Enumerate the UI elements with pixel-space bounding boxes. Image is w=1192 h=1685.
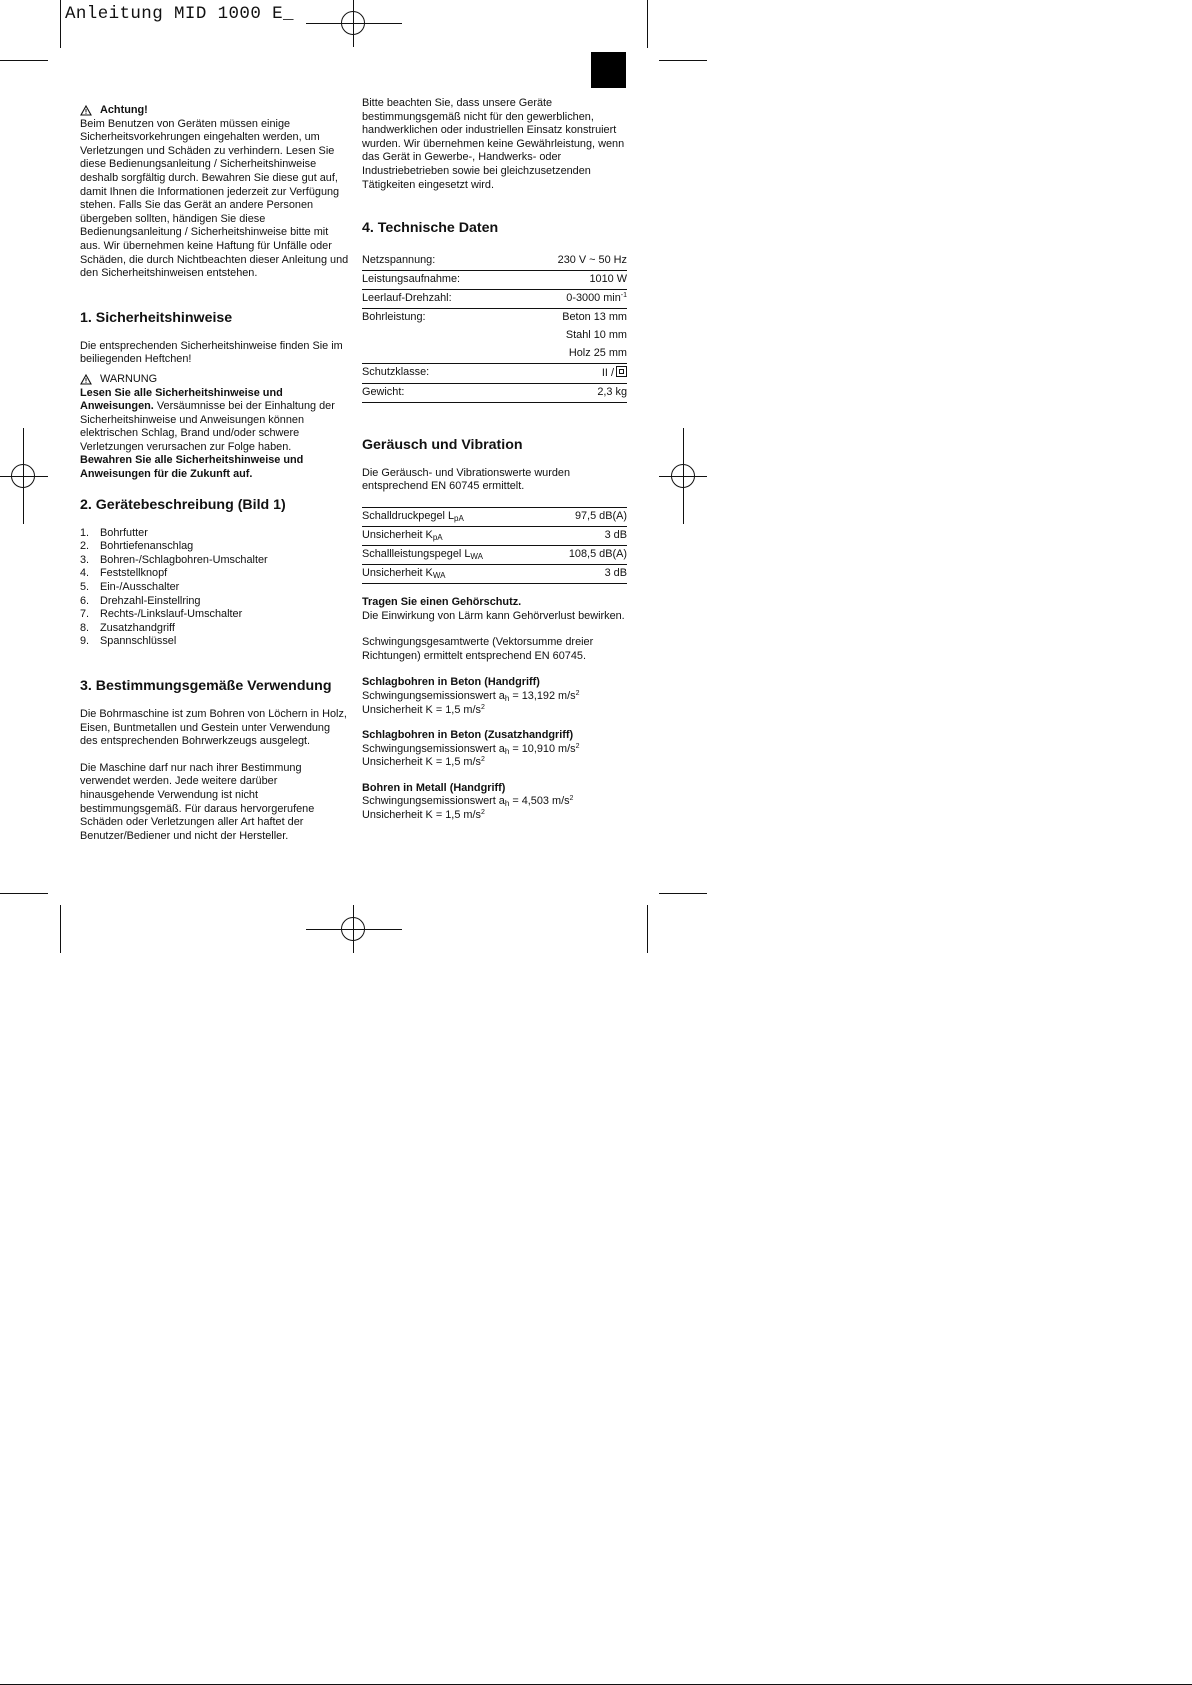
table-row: Stahl 10 mm: [565, 329, 627, 342]
warnung-bold-1: Lesen Sie alle Sicherheitshinweise und Anweisungen.: [80, 386, 283, 413]
achtung-title: Achtung!: [100, 104, 148, 116]
warnung-text-block: [80, 387, 350, 482]
warning-triangle-icon: [80, 374, 92, 385]
vibration-emission-value: Schwingungsemissionswert $a_h = 13,192$ $m/s^2$: [362, 689, 580, 703]
warning-triangle-icon: [80, 105, 92, 116]
hearing-protection-text: Die Einwirkung von Lärm kann Gehörverlust bewirken.: [362, 609, 625, 622]
list-item: 4. Feststellknopf: [80, 567, 168, 580]
page-language-tab: [591, 52, 626, 88]
technical-data-table: [362, 252, 627, 403]
vibration-block: Schlagbohren in Beton (Handgriff) Schwingungsemissionswert $a_h = 13,192$ $m/s^2$ Unsicherheit K = 1,5 $m/s^2$: [362, 676, 627, 717]
section-1-text: Die entsprechenden Sicherheitshinweise finden Sie im beiliegenden Heftchen!: [80, 339, 343, 366]
table-row: Holz 25 mm: [362, 345, 627, 364]
list-item: 3. Bohren-/Schlagbohren-Umschalter: [80, 553, 268, 566]
table-row: Unsicherheit $K_{WA}$ 3 dB: [362, 564, 627, 583]
hearing-protection-block: [362, 596, 627, 623]
warnung-text: Versäumnisse bei der Einhaltung der Sicherheitshinweise und Anweisungen können elektrischen Schlag, Brand und/oder schwere Verletzungen verursachen zur Folge haben.: [80, 400, 335, 453]
section-3-heading: 3. Bestimmungsgemäße Verwendung: [80, 678, 332, 694]
intro-text: Bitte beachten Sie, dass unsere Geräte bestimmungsgemäß nicht für den gewerblichen, handwerklichen oder industriellen Einsatz konstruiert wurden. Wir übernehmen keine Gewährleistung, wenn das Gerät in Gewerbe-, Handwerks- oder Industriebetrieben sowie bei gleichzusetzenden Tätigkeiten eingesetzt wird.: [362, 97, 625, 191]
crop-mark-top-right-vertical: [647, 0, 648, 48]
section-3-paragraph-1: Die Bohrmaschine ist zum Bohren von Löchern in Holz, Eisen, Buntmetallen und Gestein unter Verwendung des entsprechenden Bohrwerkzeugs ausgelegt.: [80, 708, 347, 748]
section-1-heading: 1. Sicherheitshinweise: [80, 309, 233, 326]
list-item: 2. Bohrtiefenanschlag: [80, 540, 194, 553]
vibration-emission-value: Schwingungsemissionswert $a_h = 4,503$ $m/s^2$: [362, 795, 574, 809]
vibration-block: Bohren in Metall (Handgriff) Schwingungsemissionswert $a_h = 4,503$ $m/s^2$ Unsicherheit K = 1,5 $m/s^2$: [362, 782, 627, 823]
crop-mark-top-right-horizontal: [659, 60, 707, 61]
vibration-uncertainty: Unsicherheit K = 1,5 $m/s^2$: [362, 809, 485, 822]
noise-table: [362, 507, 627, 584]
vibration-intro: Schwingungsgesamtwerte (Vektorsumme dreier Richtungen) ermittelt entsprechend EN 60745.: [362, 636, 594, 662]
table-row: Schallleistungspegel $L_{WA}$ 108,5 dB(A): [362, 545, 627, 564]
vibration-emission-value: Schwingungsemissionswert $a_h = 10,910$ $m/s^2$: [362, 742, 580, 756]
crop-mark-top-left-horizontal: [0, 60, 48, 61]
warnung-heading: [80, 373, 350, 387]
left-column: [80, 104, 350, 843]
warnung-title: WARNUNG: [100, 372, 158, 385]
vibration-uncertainty: Unsicherheit K = 1,5 $m/s^2$: [362, 756, 485, 769]
achtung-heading: [80, 104, 350, 118]
warnung-bold-2: Bewahren Sie alle Sicherheitshinweise und Anweisungen für die Zukunft auf.: [80, 454, 304, 481]
section-3-paragraph-2: Die Maschine darf nur nach ihrer Bestimmung verwendet werden. Jede weitere darüber hinausgehende Verwendung ist nicht bestimmungsgemäß. Für daraus hervorgerufene Schäden oder Verletzungen aller Art haftet der Benutzer/Bediener und nicht der Hersteller.: [80, 761, 315, 842]
list-item: 9. Spannschlüssel: [80, 635, 177, 648]
list-item: 1. Bohrfutter: [80, 526, 148, 539]
list-item: 7. Rechts-/Linkslauf-Umschalter: [80, 608, 243, 621]
section-4-heading: 4. Technische Daten: [362, 220, 499, 237]
table-row: Gewicht: 2,3 kg: [362, 383, 627, 402]
table-row: Unsicherheit $K_{pA}$ 3 dB: [362, 526, 627, 545]
crop-mark-bottom-left-horizontal: [0, 893, 48, 894]
table-row: Schutzklasse: II /: [362, 364, 627, 384]
table-row: Netzspannung: 230 V ~ 50 Hz: [362, 252, 627, 271]
table-row: Leistungsaufnahme: 1010 W: [362, 271, 627, 290]
noise-text: Die Geräusch- und Vibrationswerte wurden entsprechend EN 60745 ermittelt.: [362, 466, 571, 493]
crop-mark-bottom-right-horizontal: [659, 893, 707, 894]
list-item: 6. Drehzahl-Einstellring: [80, 594, 201, 607]
crop-mark-top-left-vertical: [60, 0, 61, 48]
list-item: 5. Ein-/Ausschalter: [80, 581, 180, 594]
table-row: Schalldruckpegel $L_{pA}$ 97,5 dB(A): [362, 507, 627, 526]
noise-heading: Geräusch und Vibration: [362, 436, 523, 453]
list-item: 8. Zusatzhandgriff: [80, 621, 175, 634]
crop-mark-bottom-left-vertical: [60, 905, 61, 953]
achtung-text: Beim Benutzen von Geräten müssen einige Sicherheitsvorkehrungen eingehalten werden, um Verletzungen und Schäden zu verhindern. Lesen Sie diese Bedienungsanleitung / Sicherheitshinweise deshalb sorgfältig durch. Bewahren Sie diese gut auf, damit Ihnen die Informationen jederzeit zur Verfügung stehen. Falls Sie das Gerät an andere Personen übergeben sollten, händigen Sie diese Bedienungsanleitung / Sicherheitshinweise bitte mit aus. Wir übernehmen keine Haftung für Unfälle oder Schäden, die durch Nichtbeachten dieser Anleitung und den Sicherheitshinweisen entstehen.: [80, 117, 349, 280]
section-2-heading: 2. Gerätebeschreibung (Bild 1): [80, 496, 286, 513]
vibration-block: Schlagbohren in Beton (Zusatzhandgriff) Schwingungsemissionswert $a_h = 10,910$ $m/s^2$ Unsicherheit K = 1,5 $m/s^2$: [362, 729, 627, 770]
protection-class-icon: [616, 366, 627, 377]
right-column: [362, 97, 627, 823]
vibration-uncertainty: Unsicherheit K = 1,5 $m/s^2$: [362, 703, 485, 716]
table-row: Bohrleistung: Beton 13 mm: [362, 311, 627, 324]
crop-mark-bottom-right-vertical: [647, 905, 648, 953]
file-header-label: Anleitung MID 1000 E_: [65, 4, 294, 24]
parts-list: [80, 527, 350, 649]
hearing-protection-title: Tragen Sie einen Gehörschutz.: [362, 595, 522, 608]
table-row: Leerlauf-Drehzahl: 0-3000 $\min^{-1}$: [362, 290, 627, 309]
